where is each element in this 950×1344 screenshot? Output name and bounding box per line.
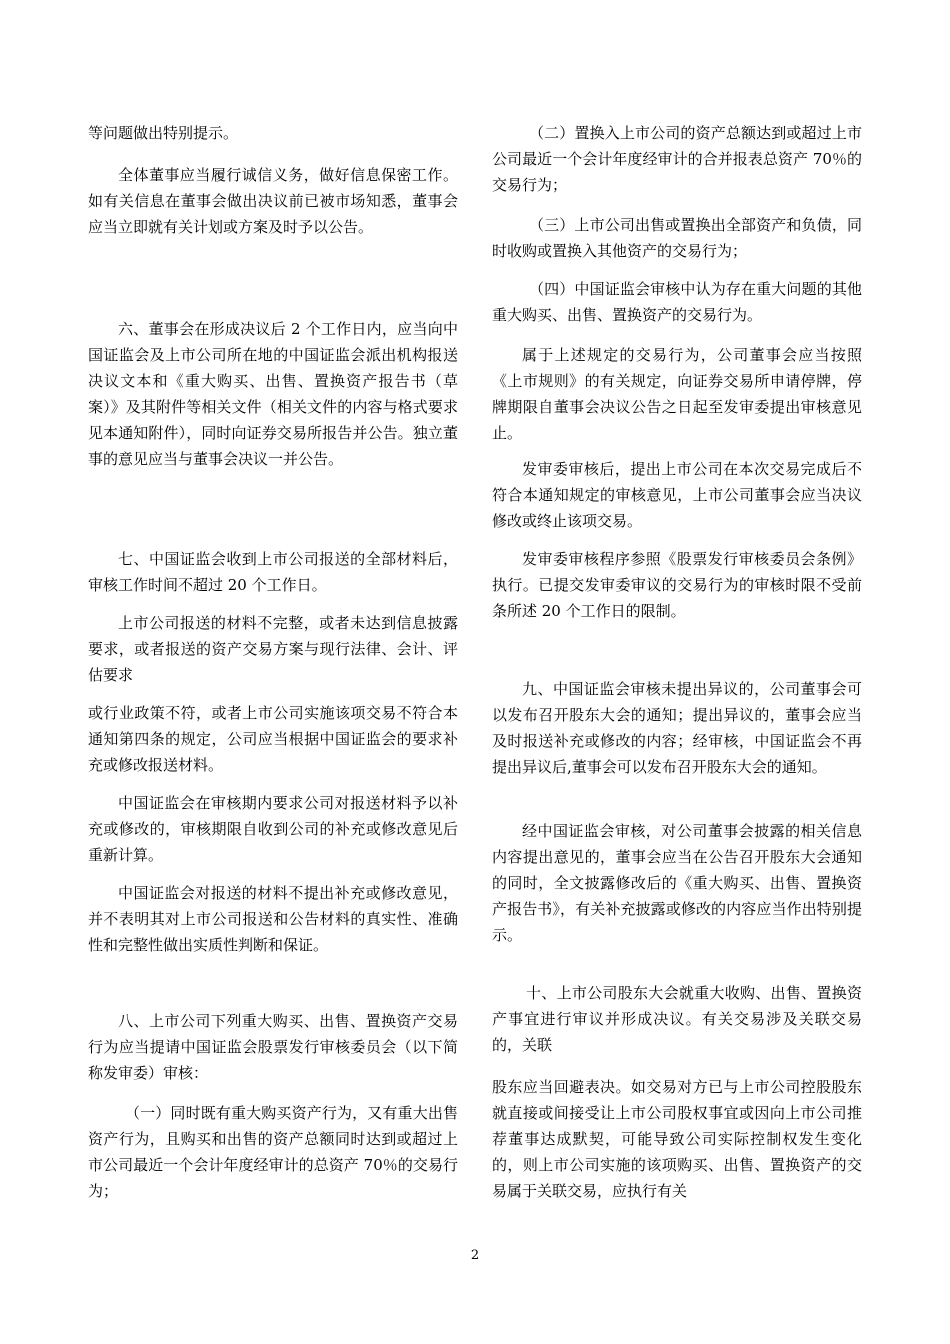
- paragraph: 发审委审核程序参照《股票发行审核委员会条例》执行。已提交发审委审议的交易行为的审核时限不受前条所述 20 个工作日的限制。: [492, 550, 862, 620]
- paragraph: （二）置换入上市公司的资产总额达到或超过上市公司最近一个会计年度经审计的合并报表总资产 70％的交易行为；: [492, 124, 862, 194]
- paragraph: 或行业政策不符，或者上市公司实施该项交易不符合本通知第四条的规定，公司应当根据中国证监会的要求补充或修改报送材料。: [88, 704, 458, 774]
- paragraph: 经中国证监会审核，对公司董事会披露的相关信息内容提出意见的，董事会应当在公告召开股东大会通知的同时，全文披露修改后的《重大购买、出售、置换资产报告书》，有关补充披露或修改的内容应当作出特别提示。: [492, 822, 862, 944]
- paragraph: 十、上市公司股东大会就重大收购、出售、置换资产事宜进行审议并形成决议。有关交易涉及关联交易的，关联: [492, 984, 862, 1054]
- paragraph: 八、上市公司下列重大购买、出售、置换资产交易行为应当提请中国证监会股票发行审核委员会（以下简称发审委）审核：: [88, 1012, 458, 1082]
- paragraph: （三）上市公司出售或置换出全部资产和负债，同时收购或置换入其他资产的交易行为；: [492, 216, 862, 260]
- paragraph: 属于上述规定的交易行为，公司董事会应当按照《上市规则》的有关规定，向证券交易所申请停牌，停牌期限自董事会决议公告之日起至发审委提出审核意见止。: [492, 346, 862, 442]
- paragraph: 九、中国证监会审核未提出异议的，公司董事会可以发布召开股东大会的通知；提出异议的，董事会应当及时报送补充或修改的内容；经审核，中国证监会不再提出异议后,董事会可以发布召开股东大会的通知。: [492, 680, 862, 776]
- paragraph: 中国证监会在审核期内要求公司对报送材料予以补充或修改的，审核期限自收到公司的补充或修改意见后重新计算。: [88, 794, 458, 864]
- paragraph: 七、中国证监会收到上市公司报送的全部材料后，审核工作时间不超过 20 个工作日。: [88, 550, 458, 594]
- paragraph: 股东应当回避表决。如交易对方已与上市公司控股股东就直接或间接受让上市公司股权事宜或因向上市公司推荐董事达成默契，可能导致公司实际控制权发生变化的，则上市公司实施的该项购买、出售、置换资产的交易属于关联交易，应执行有关: [492, 1078, 862, 1200]
- paragraph: 中国证监会对报送的材料不提出补充或修改意见，并不表明其对上市公司报送和公告材料的真实性、准确性和完整性做出实质性判断和保证。: [88, 884, 458, 954]
- paragraph: 上市公司报送的材料不完整，或者未达到信息披露要求，或者报送的资产交易方案与现行法律、会计、评估要求: [88, 614, 458, 684]
- paragraph: 全体董事应当履行诚信义务，做好信息保密工作。如有关信息在董事会做出决议前已被市场知悉，董事会应当立即就有关计划或方案及时予以公告。: [88, 166, 458, 236]
- paragraph: 等问题做出特别提示。: [88, 124, 239, 142]
- paragraph: （一）同时既有重大购买资产行为，又有重大出售资产行为，且购买和出售的资产总额同时达到或超过上市公司最近一个会计年度经审计的总资产 70％的交易行为；: [88, 1104, 458, 1200]
- paragraph: 六、董事会在形成决议后 2 个工作日内，应当向中国证监会及上市公司所在地的中国证监会派出机构报送决议文本和《重大购买、出售、置换资产报告书（草案）》及其附件等相关文件（相关文件的内容与格式要求见本通知附件），同时向证券交易所报告并公告。独立董事的意见应当与董事会决议一并公告。: [88, 320, 458, 468]
- paragraph: 发审委审核后，提出上市公司在本次交易完成后不符合本通知规定的审核意见，上市公司董事会应当决议修改或终止该项交易。: [492, 460, 862, 530]
- paragraph: （四）中国证监会审核中认为存在重大问题的其他重大购买、出售、置换资产的交易行为。: [492, 280, 862, 324]
- page-number: 2: [470, 1248, 480, 1263]
